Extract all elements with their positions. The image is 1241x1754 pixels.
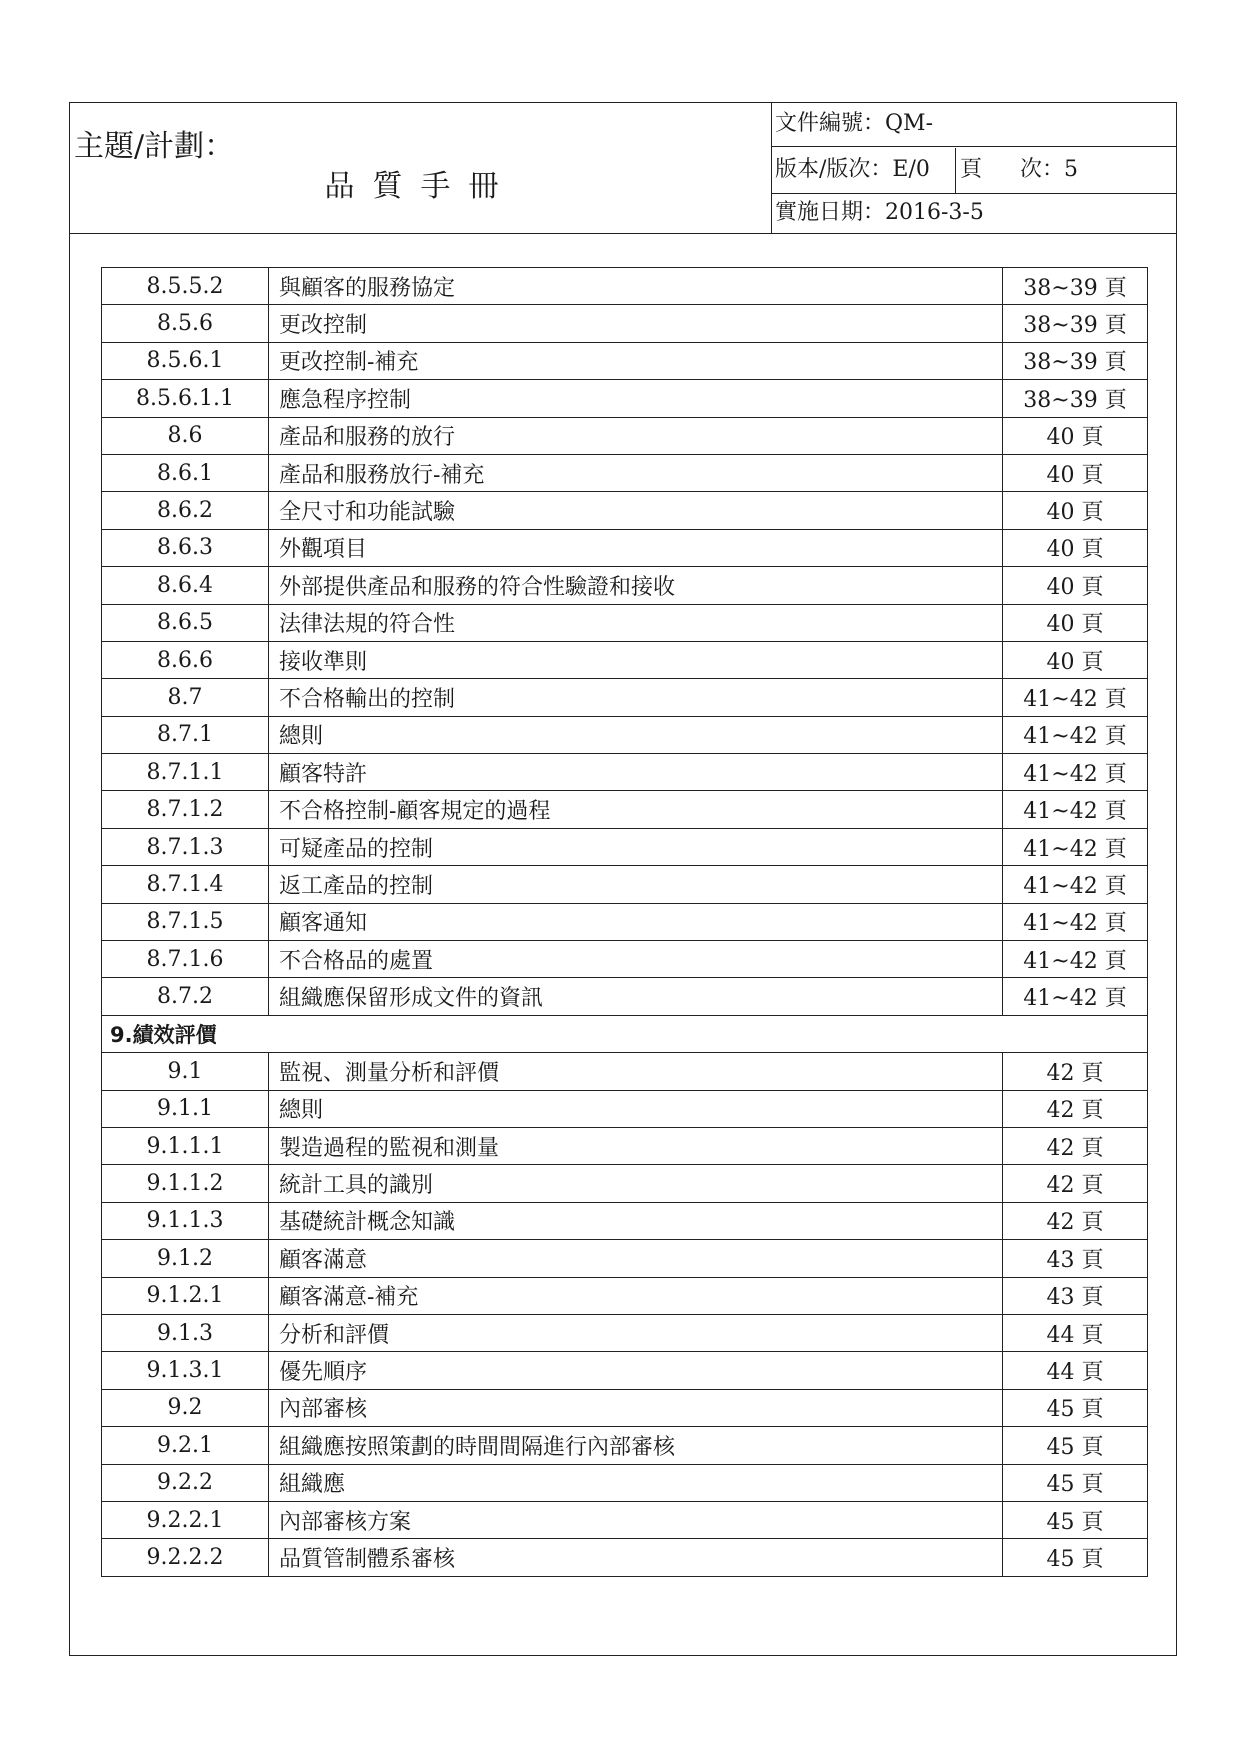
page-range: 43 頁 <box>1003 1277 1148 1314</box>
toc-row <box>102 1165 1148 1202</box>
toc-row <box>102 492 1148 529</box>
section-number: 8.7 <box>102 679 269 716</box>
toc-row <box>102 305 1148 342</box>
toc-row <box>102 1202 1148 1239</box>
section-title: 全尺寸和功能試驗 <box>269 492 1003 529</box>
section-title: 品質管制體系審核 <box>269 1539 1003 1576</box>
document-frame <box>69 102 1177 1656</box>
section-number: 8.6.4 <box>102 567 269 604</box>
toc-row <box>102 1539 1148 1576</box>
page-range: 40 頁 <box>1003 417 1148 454</box>
section-number: 9.1 <box>102 1053 269 1090</box>
page-range: 40 頁 <box>1003 529 1148 566</box>
section-number: 9.1.2 <box>102 1240 269 1277</box>
section-number: 8.5.5.2 <box>102 268 269 305</box>
toc-row <box>102 791 1148 828</box>
section-title: 法律法規的符合性 <box>269 604 1003 641</box>
page-number-cell <box>955 148 1176 193</box>
page-range: 43 頁 <box>1003 1240 1148 1277</box>
toc-row <box>102 1314 1148 1351</box>
section-title: 更改控制 <box>269 305 1003 342</box>
section-title: 外部提供產品和服務的符合性驗證和接收 <box>269 567 1003 604</box>
toc-row <box>102 1240 1148 1277</box>
toc-row <box>102 380 1148 417</box>
section-title: 應急程序控制 <box>269 380 1003 417</box>
page-range: 41~42 頁 <box>1003 791 1148 828</box>
section-title: 總則 <box>269 716 1003 753</box>
section-title: 顧客特許 <box>269 754 1003 791</box>
page-range: 45 頁 <box>1003 1389 1148 1426</box>
section-title: 內部審核 <box>269 1389 1003 1426</box>
section-number: 8.7.1.1 <box>102 754 269 791</box>
version: 版本/版次：E/0 <box>775 157 930 182</box>
toc-section <box>102 1015 1148 1052</box>
section-title: 返工產品的控制 <box>269 866 1003 903</box>
toc-row <box>102 417 1148 454</box>
section-title: 製造過程的監視和測量 <box>269 1127 1003 1164</box>
page-range: 42 頁 <box>1003 1090 1148 1127</box>
section-number: 9.2.2 <box>102 1464 269 1501</box>
section-number: 9.2.1 <box>102 1427 269 1464</box>
section-number: 8.6 <box>102 417 269 454</box>
page-range: 44 頁 <box>1003 1352 1148 1389</box>
section-number: 9.1.1.3 <box>102 1202 269 1239</box>
section-number: 8.5.6.1 <box>102 342 269 379</box>
section-title: 優先順序 <box>269 1352 1003 1389</box>
section-title: 監視、測量分析和評價 <box>269 1053 1003 1090</box>
section-number: 8.5.6.1.1 <box>102 380 269 417</box>
section-title: 產品和服務的放行 <box>269 417 1003 454</box>
section-title: 與顧客的服務協定 <box>269 268 1003 305</box>
page-range: 42 頁 <box>1003 1053 1148 1090</box>
section-number: 8.6.5 <box>102 604 269 641</box>
section-title: 顧客通知 <box>269 903 1003 940</box>
toc-row <box>102 342 1148 379</box>
page-range: 40 頁 <box>1003 604 1148 641</box>
section-heading: 9.績效評價 <box>102 1015 1148 1052</box>
toc-row <box>102 941 1148 978</box>
section-number: 9.2.2.2 <box>102 1539 269 1576</box>
section-number: 8.6.1 <box>102 454 269 491</box>
subject-label: 主題/計劃： <box>74 129 235 164</box>
toc-row <box>102 268 1148 305</box>
toc-group-8 <box>102 268 1148 1016</box>
section-number: 9.1.2.1 <box>102 1277 269 1314</box>
page-range: 41~42 頁 <box>1003 941 1148 978</box>
page-range: 44 頁 <box>1003 1314 1148 1351</box>
toc-row <box>102 716 1148 753</box>
page-number: 次：5 <box>1020 157 1079 182</box>
toc-row <box>102 567 1148 604</box>
header-info-box <box>771 103 1176 233</box>
section-title: 基礎統計概念知識 <box>269 1202 1003 1239</box>
toc-row <box>102 529 1148 566</box>
toc-row <box>102 1464 1148 1501</box>
page-range: 38~39 頁 <box>1003 305 1148 342</box>
section-number: 9.1.3.1 <box>102 1352 269 1389</box>
section-number: 8.5.6 <box>102 305 269 342</box>
section-number: 8.6.3 <box>102 529 269 566</box>
page-range: 40 頁 <box>1003 492 1148 529</box>
page-range: 45 頁 <box>1003 1501 1148 1538</box>
toc-row <box>102 679 1148 716</box>
section-title: 組織應保留形成文件的資訊 <box>269 978 1003 1015</box>
section-number: 9.2.2.1 <box>102 1501 269 1538</box>
section-title: 內部審核方案 <box>269 1501 1003 1538</box>
document-title: 品質手冊 <box>324 169 517 204</box>
section-number: 8.7.1.2 <box>102 791 269 828</box>
table-of-contents <box>101 267 1148 1577</box>
section-title: 分析和評價 <box>269 1314 1003 1351</box>
section-title: 統計工具的識別 <box>269 1165 1003 1202</box>
toc-row <box>102 903 1148 940</box>
section-number: 9.2 <box>102 1389 269 1426</box>
toc-row <box>102 754 1148 791</box>
page-range: 41~42 頁 <box>1003 828 1148 865</box>
page-range: 40 頁 <box>1003 641 1148 678</box>
page-range: 45 頁 <box>1003 1539 1148 1576</box>
section-title: 不合格控制-顧客規定的過程 <box>269 791 1003 828</box>
page-range: 45 頁 <box>1003 1464 1148 1501</box>
page-range: 38~39 頁 <box>1003 268 1148 305</box>
toc-row <box>102 1090 1148 1127</box>
toc-row <box>102 641 1148 678</box>
toc-row <box>102 1277 1148 1314</box>
toc-row <box>102 978 1148 1015</box>
section-number: 8.7.1.3 <box>102 828 269 865</box>
section-heading-row <box>102 1015 1148 1052</box>
section-number: 9.1.1 <box>102 1090 269 1127</box>
toc-row <box>102 866 1148 903</box>
header-title-area <box>70 103 771 233</box>
section-title: 接收準則 <box>269 641 1003 678</box>
toc-row <box>102 604 1148 641</box>
section-number: 8.7.1.4 <box>102 866 269 903</box>
page-range: 42 頁 <box>1003 1165 1148 1202</box>
doc-number: 文件編號：QM- <box>772 103 1176 147</box>
toc-row <box>102 1053 1148 1090</box>
section-number: 8.6.6 <box>102 641 269 678</box>
page-range: 41~42 頁 <box>1003 754 1148 791</box>
page-range: 41~42 頁 <box>1003 978 1148 1015</box>
section-number: 8.7.2 <box>102 978 269 1015</box>
toc-row <box>102 828 1148 865</box>
section-title: 顧客滿意-補充 <box>269 1277 1003 1314</box>
toc-row <box>102 1352 1148 1389</box>
section-title: 可疑產品的控制 <box>269 828 1003 865</box>
section-title: 外觀項目 <box>269 529 1003 566</box>
section-number: 8.7.1 <box>102 716 269 753</box>
page-range: 41~42 頁 <box>1003 866 1148 903</box>
section-number: 9.1.1.1 <box>102 1127 269 1164</box>
page-range: 40 頁 <box>1003 567 1148 604</box>
page-range: 42 頁 <box>1003 1127 1148 1164</box>
page-range: 38~39 頁 <box>1003 380 1148 417</box>
toc-row <box>102 1127 1148 1164</box>
section-title: 更改控制-補充 <box>269 342 1003 379</box>
page-range: 45 頁 <box>1003 1427 1148 1464</box>
page-range: 41~42 頁 <box>1003 716 1148 753</box>
page-range: 41~42 頁 <box>1003 903 1148 940</box>
toc-group-9 <box>102 1053 1148 1576</box>
section-title: 不合格輸出的控制 <box>269 679 1003 716</box>
page-range: 40 頁 <box>1003 454 1148 491</box>
section-title: 產品和服務放行-補充 <box>269 454 1003 491</box>
section-number: 8.7.1.6 <box>102 941 269 978</box>
section-title: 顧客滿意 <box>269 1240 1003 1277</box>
page-range: 42 頁 <box>1003 1202 1148 1239</box>
toc-row <box>102 1389 1148 1426</box>
page-range: 41~42 頁 <box>1003 679 1148 716</box>
toc-row <box>102 454 1148 491</box>
page-range: 38~39 頁 <box>1003 342 1148 379</box>
section-title: 不合格品的處置 <box>269 941 1003 978</box>
page-label: 頁 <box>960 157 983 182</box>
toc-row <box>102 1427 1148 1464</box>
section-number: 8.6.2 <box>102 492 269 529</box>
section-number: 9.1.3 <box>102 1314 269 1351</box>
section-number: 9.1.1.2 <box>102 1165 269 1202</box>
toc-row <box>102 1501 1148 1538</box>
document-header <box>70 103 1176 234</box>
section-title: 組織應 <box>269 1464 1003 1501</box>
version-row <box>772 148 1176 194</box>
section-title: 組織應按照策劃的時間間隔進行內部審核 <box>269 1427 1003 1464</box>
effective-date: 實施日期：2016-3-5 <box>775 200 984 225</box>
section-title: 總則 <box>269 1090 1003 1127</box>
section-number: 8.7.1.5 <box>102 903 269 940</box>
